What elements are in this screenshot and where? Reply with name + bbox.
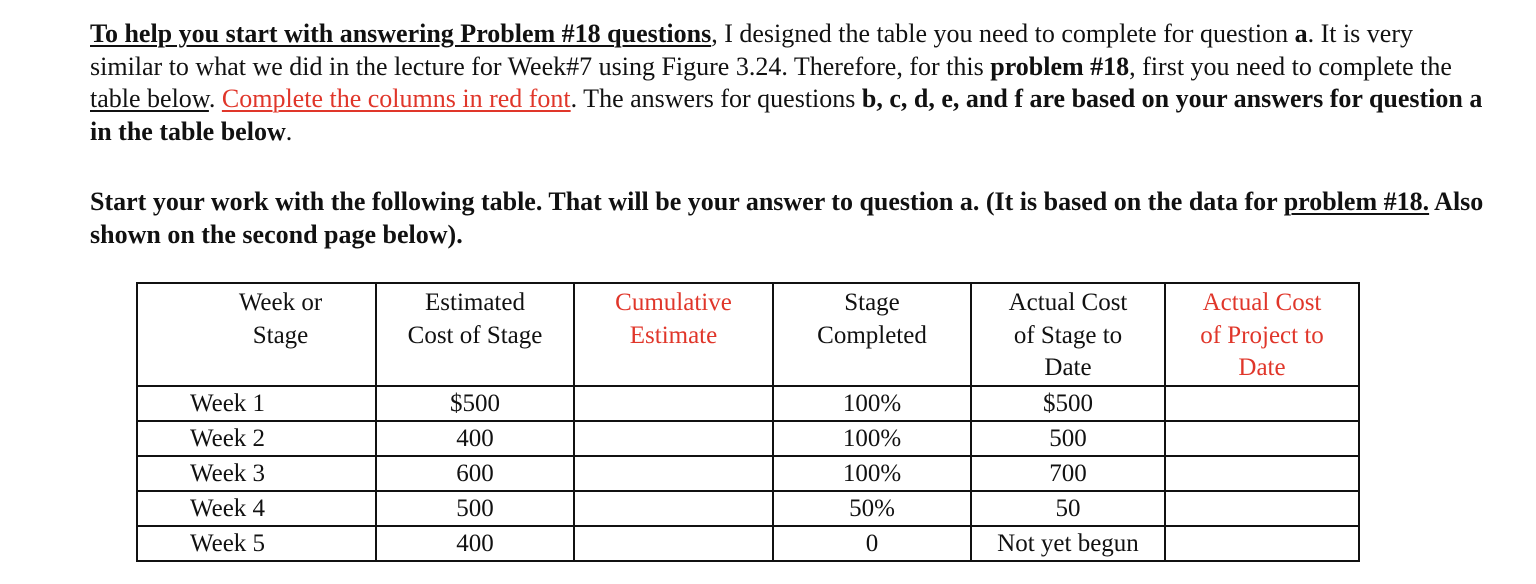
cell-actual-project [1165,491,1359,526]
cell-actual-stage: 50 [971,491,1165,526]
header-estimated [376,283,574,386]
cell-week: Week 3 [137,456,376,491]
cell-completed: 50% [773,491,971,526]
cell-actual-project [1165,386,1359,421]
header-completed-line2: Completed [817,321,927,349]
cell-estimated: 400 [376,421,574,456]
header-week [137,283,376,386]
header-completed [773,283,971,386]
header-completed-line1: Stage [844,289,900,316]
header-week-line1: Week or [238,289,323,316]
table-row [137,421,1359,456]
cell-actual-stage: 700 [971,456,1165,491]
cell-completed: 100% [773,386,971,421]
cell-actual-project [1165,456,1359,491]
cell-week: Week 2 [137,421,376,456]
header-actual-stage-line2: of Stage to [1013,321,1123,349]
table-row [137,456,1359,491]
cell-estimated: 600 [376,456,574,491]
intro-text-5: . The answers for questions [570,84,862,113]
cell-actual-stage: Not yet begun [971,526,1165,561]
header-actual-stage-line3: Date [1044,354,1092,381]
intro-paragraph [90,18,1490,148]
table-row [137,386,1359,421]
header-actual-project-line1: Actual Cost [1202,289,1322,316]
header-actual-project-line3: Date [1238,354,1286,381]
table-header-row [137,283,1359,386]
intro-lead: To help you start with answering Problem #18 questions [90,19,712,48]
header-week-line2: Stage [252,321,309,349]
header-actual-project-line2: of Project to [1200,321,1324,349]
header-cumulative-line2: Estimate [629,321,718,349]
cell-week: Week 1 [137,386,376,421]
intro-text-2: . It is very similar to what we did in the lecture for Week#7 using Figure 3.24. Therefore, for this [90,19,1413,81]
cost-table [136,282,1360,562]
start-text-3: Also shown on the second page below). [90,187,1484,249]
cell-actual-project [1165,421,1359,456]
cell-actual-stage: $500 [971,386,1165,421]
header-cumulative [574,283,773,386]
cell-week: Week 4 [137,491,376,526]
question-a-label: a [1294,19,1308,48]
start-problem-ref: problem #18. [1283,187,1430,216]
cell-cumulative [574,386,773,421]
cell-cumulative [574,526,773,561]
red-instruction: Complete the columns in red font [221,84,571,113]
cell-actual-project [1165,526,1359,561]
cell-completed: 0 [773,526,971,561]
header-actual-stage-line1: Actual Cost [1008,289,1128,316]
cell-estimated: 500 [376,491,574,526]
table-row [137,526,1359,561]
cell-completed: 100% [773,456,971,491]
intro-text-6: . [285,116,293,146]
intro-text-1: , I designed the table you need to complete for question [711,19,1295,48]
cell-estimated: 400 [376,526,574,561]
cell-cumulative [574,421,773,456]
start-paragraph [90,186,1490,251]
cell-estimated: $500 [376,386,574,421]
bold-tail: b, c, d, e, and f are based on your answers for question a in the table below [90,84,1483,146]
table-below-link-text: table below [90,84,209,113]
header-cumulative-line1: Cumulative [615,289,732,316]
header-estimated-line2: Cost of Stage [407,321,543,349]
intro-text-3: , first you need to complete the [1129,51,1452,81]
cell-completed: 100% [773,421,971,456]
header-estimated-line1: Estimated [425,289,525,316]
header-actual-project [1165,283,1359,386]
cell-actual-stage: 500 [971,421,1165,456]
cell-week: Week 5 [137,526,376,561]
start-text-1: Start your work with the following table. That will be your answer to question a. (It is based on the data for [90,187,1284,216]
intro-text-4: . [208,84,222,113]
header-actual-stage [971,283,1165,386]
cell-cumulative [574,491,773,526]
problem-label: problem #18 [990,51,1130,81]
cell-cumulative [574,456,773,491]
table-row [137,491,1359,526]
